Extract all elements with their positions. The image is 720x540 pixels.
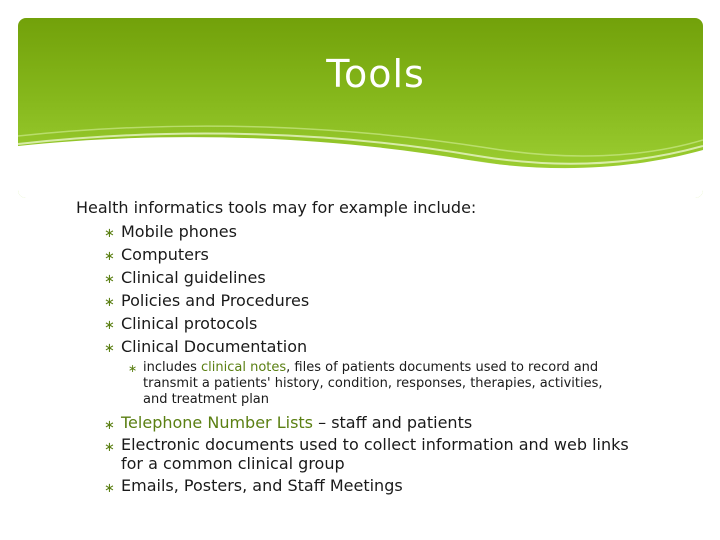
bullet-icon: ∗ [104, 481, 115, 496]
bullet-icon: ∗ [104, 272, 115, 287]
sub-item-line-3: and treatment plan [143, 392, 270, 407]
slide-title: Tools [326, 52, 425, 96]
title-banner [18, 18, 703, 198]
bullet-icon: ∗ [104, 418, 115, 433]
list-item-electronic-line-1: Electronic documents used to collect information and web links [121, 435, 629, 454]
list-item-telephone [121, 413, 472, 432]
sub-item-line-1 [143, 360, 598, 375]
list-item-mobile-phones: Mobile phones [121, 222, 237, 241]
list-item-clinical-guidelines: Clinical guidelines [121, 268, 266, 287]
bullet-icon: ∗ [104, 440, 115, 455]
sub-item-prefix: includes [143, 360, 202, 375]
intro-text: Health informatics tools may for example include: [76, 198, 477, 217]
list-item-clinical-documentation: Clinical Documentation [121, 337, 308, 356]
sub-item-line1-rest: , files of patients documents used to record and [286, 360, 599, 375]
bullet-icon: ∗ [104, 341, 115, 356]
list-item-emails: Emails, Posters, and Staff Meetings [121, 476, 403, 495]
clinical-notes-highlight: clinical notes [201, 360, 287, 375]
list-item-policies: Policies and Procedures [121, 291, 310, 310]
list-item-electronic-line-2: for a common clinical group [121, 454, 345, 473]
bullet-icon: ∗ [104, 295, 115, 310]
list-item-clinical-protocols: Clinical protocols [121, 314, 258, 333]
telephone-rest: – staff and patients [313, 413, 473, 432]
bullet-icon: ∗ [104, 318, 115, 333]
list-item-computers: Computers [121, 245, 209, 264]
bullet-icon: ∗ [104, 249, 115, 264]
telephone-highlight: Telephone Number Lists [121, 413, 314, 432]
bullet-icon: ∗ [104, 226, 115, 241]
sub-item-line-2: transmit a patients' history, condition, responses, therapies, activities, [143, 376, 603, 391]
banner-wave-decoration [18, 18, 703, 198]
bullet-icon: ∗ [128, 362, 138, 375]
